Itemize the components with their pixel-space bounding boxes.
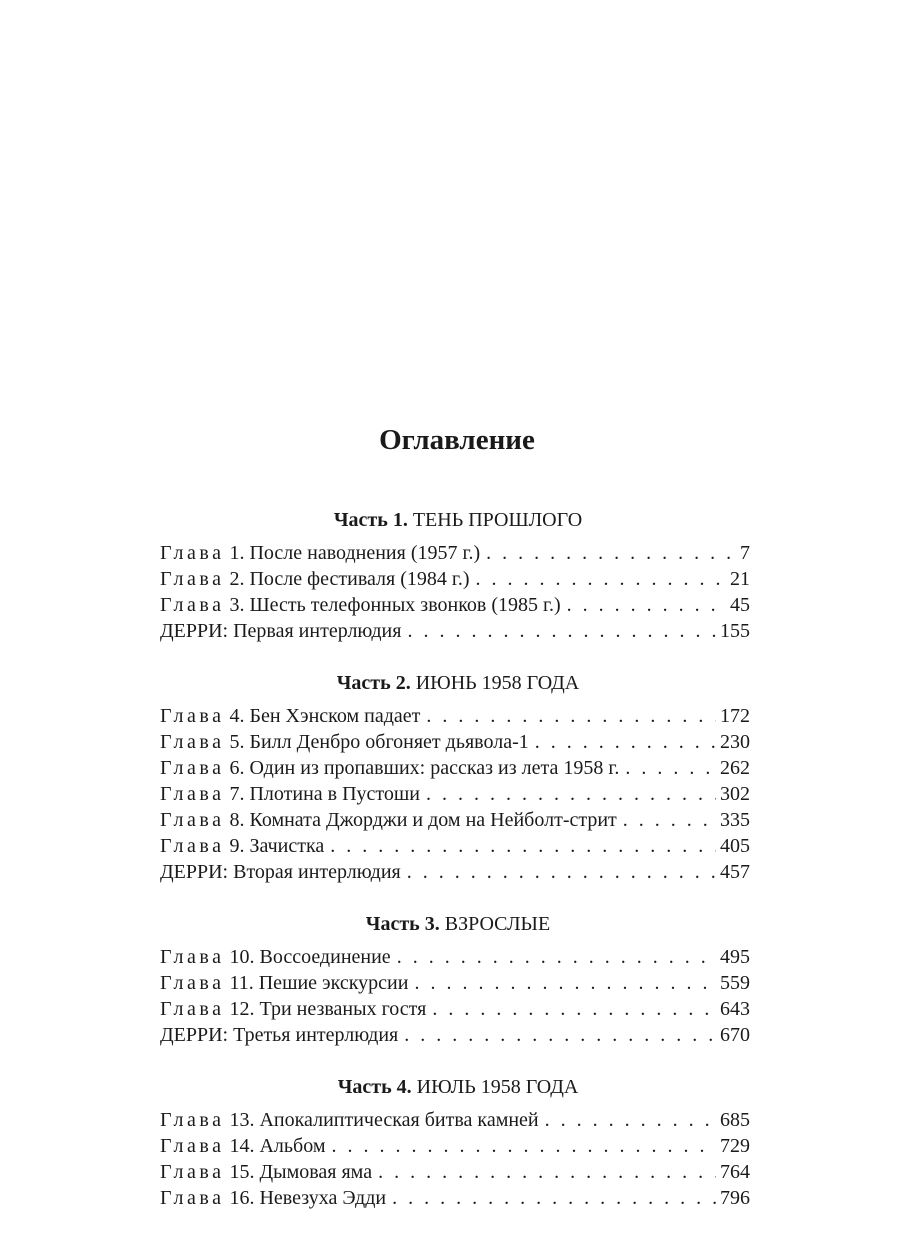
entry-prefix: ДЕРРИ:	[160, 1024, 229, 1046]
entry-title-text: 7. Плотина в Пустоши	[229, 783, 421, 805]
toc-title: Оглавление	[379, 424, 535, 456]
entry-title	[160, 807, 617, 833]
entry-page-number: 643	[720, 998, 750, 1020]
entry-page-number: 670	[720, 1024, 750, 1046]
dot-leader	[476, 566, 727, 592]
entry-title	[160, 996, 426, 1022]
entry-title-text: 15. Дымовая яма	[229, 1161, 373, 1183]
entry-title	[160, 1133, 325, 1159]
entry-page-number: 262	[720, 757, 750, 779]
entry-prefix: Глава	[160, 809, 225, 831]
toc-part	[160, 1074, 750, 1211]
toc-entry	[160, 781, 750, 807]
entry-title-text: 8. Комната Джорджи и дом на Нейболт-стрит	[229, 809, 617, 831]
toc-entry	[160, 1133, 750, 1159]
entry-title-text: 6. Один из пропавших: рассказ из лета 1958 г.	[229, 757, 620, 779]
entry-page-number: 230	[720, 731, 750, 753]
toc-parts	[160, 507, 750, 1211]
entry-title	[160, 1159, 372, 1185]
entry-title	[160, 618, 401, 644]
entry-title-text: Вторая интерлюдия	[233, 861, 401, 883]
toc-entry	[160, 592, 750, 618]
entry-prefix: Глава	[160, 972, 225, 994]
entry-page-number: 21	[730, 568, 750, 590]
toc-entry	[160, 833, 750, 859]
entry-title	[160, 566, 470, 592]
toc-entry	[160, 859, 750, 885]
entry-page-number: 172	[720, 705, 750, 727]
part-number: Часть 4.	[337, 1076, 412, 1098]
dot-leader	[378, 1159, 716, 1185]
entry-prefix: Глава	[160, 835, 225, 857]
part-header	[166, 507, 750, 533]
entry-page-number: 685	[720, 1109, 750, 1131]
toc-part	[160, 670, 750, 885]
entry-title	[160, 944, 391, 970]
entry-prefix: Глава	[160, 946, 225, 968]
part-header	[166, 1074, 750, 1100]
toc-entry	[160, 540, 750, 566]
entry-title-text: Третья интерлюдия	[233, 1024, 399, 1046]
part-number: Часть 1.	[333, 509, 408, 531]
toc-part	[160, 911, 750, 1048]
entry-title	[160, 1185, 386, 1211]
entry-page-number: 405	[720, 835, 750, 857]
entry-prefix: Глава	[160, 542, 225, 564]
toc-entry	[160, 1185, 750, 1211]
part-number: Часть 3.	[365, 913, 440, 935]
entry-page-number: 45	[730, 594, 750, 616]
entry-prefix: Глава	[160, 731, 225, 753]
toc-entry	[160, 1022, 750, 1048]
toc-entry	[160, 1159, 750, 1185]
entry-prefix: Глава	[160, 1161, 225, 1183]
toc-part	[160, 507, 750, 644]
part-header	[166, 670, 750, 696]
dot-leader	[392, 1185, 716, 1211]
entry-title-text: 9. Зачистка	[229, 835, 325, 857]
entry-page-number: 7	[740, 542, 750, 564]
entry-title	[160, 755, 619, 781]
entry-prefix: Глава	[160, 594, 225, 616]
part-name: ВЗРОСЛЫЕ	[444, 913, 551, 935]
entry-title-text: 5. Билл Денбро обгоняет дьявола-1	[229, 731, 529, 753]
dot-leader	[330, 833, 716, 859]
dot-leader	[432, 996, 716, 1022]
toc-entry	[160, 970, 750, 996]
entry-page-number: 729	[720, 1135, 750, 1157]
toc-entry	[160, 807, 750, 833]
entry-title-text: 2. После фестиваля (1984 г.)	[229, 568, 470, 590]
entry-title-text: 1. После наводнения (1957 г.)	[229, 542, 481, 564]
toc-entry	[160, 618, 750, 644]
toc-entry	[160, 944, 750, 970]
entry-prefix: Глава	[160, 998, 225, 1020]
entry-prefix: Глава	[160, 1187, 225, 1209]
entry-page-number: 559	[720, 972, 750, 994]
dot-leader	[414, 970, 716, 996]
toc-entry	[160, 755, 750, 781]
entry-title-text: 14. Альбом	[229, 1135, 326, 1157]
entry-prefix: Глава	[160, 1109, 225, 1131]
part-name: ИЮЛЬ 1958 ГОДА	[416, 1076, 579, 1098]
toc-entry	[160, 1107, 750, 1133]
entry-page-number: 796	[720, 1187, 750, 1209]
entry-title-text: 16. Невезуха Эдди	[229, 1187, 387, 1209]
part-number: Часть 2.	[336, 672, 411, 694]
entry-page-number: 457	[720, 861, 750, 883]
dot-leader	[545, 1107, 716, 1133]
entry-prefix: Глава	[160, 705, 225, 727]
toc-entry	[160, 729, 750, 755]
entry-title-text: Первая интерлюдия	[233, 620, 402, 642]
entry-prefix: ДЕРРИ:	[160, 620, 229, 642]
toc-entry	[160, 703, 750, 729]
part-name: ТЕНЬ ПРОШЛОГО	[412, 509, 583, 531]
part-name: ИЮНЬ 1958 ГОДА	[415, 672, 580, 694]
entry-title	[160, 833, 324, 859]
toc-entry	[160, 566, 750, 592]
entry-title	[160, 1107, 539, 1133]
entry-title-text: 13. Апокалиптическая битва камней	[229, 1109, 539, 1131]
dot-leader	[567, 592, 726, 618]
dot-leader	[426, 781, 716, 807]
entry-title-text: 12. Три незваных гостя	[229, 998, 427, 1020]
entry-title	[160, 592, 561, 618]
entry-title	[160, 703, 420, 729]
dot-leader	[331, 1133, 716, 1159]
entry-page-number: 335	[720, 809, 750, 831]
dot-leader	[426, 703, 716, 729]
dot-leader	[407, 859, 716, 885]
entry-title-text: 4. Бен Хэнском падает	[229, 705, 421, 727]
part-header	[166, 911, 750, 937]
entry-prefix: ДЕРРИ:	[160, 861, 229, 883]
entry-page-number: 155	[720, 620, 750, 642]
entry-page-number: 764	[720, 1161, 750, 1183]
entry-title	[160, 859, 401, 885]
entry-prefix: Глава	[160, 783, 225, 805]
dot-leader	[625, 755, 716, 781]
dot-leader	[397, 944, 716, 970]
entry-title	[160, 781, 420, 807]
dot-leader	[623, 807, 716, 833]
entry-prefix: Глава	[160, 1135, 225, 1157]
toc-entry	[160, 996, 750, 1022]
entry-title	[160, 540, 480, 566]
dot-leader	[407, 618, 716, 644]
dot-leader	[486, 540, 736, 566]
entry-title-text: 11. Пешие экскурсии	[229, 972, 409, 994]
entry-title	[160, 1022, 398, 1048]
entry-title-text: 10. Воссоединение	[229, 946, 391, 968]
entry-title	[160, 729, 529, 755]
entry-title	[160, 970, 408, 996]
entry-prefix: Глава	[160, 757, 225, 779]
entry-page-number: 495	[720, 946, 750, 968]
dot-leader	[535, 729, 716, 755]
dot-leader	[404, 1022, 716, 1048]
entry-page-number: 302	[720, 783, 750, 805]
entry-title-text: 3. Шесть телефонных звонков (1985 г.)	[229, 594, 561, 616]
entry-prefix: Глава	[160, 568, 225, 590]
table-of-contents	[160, 420, 750, 1237]
